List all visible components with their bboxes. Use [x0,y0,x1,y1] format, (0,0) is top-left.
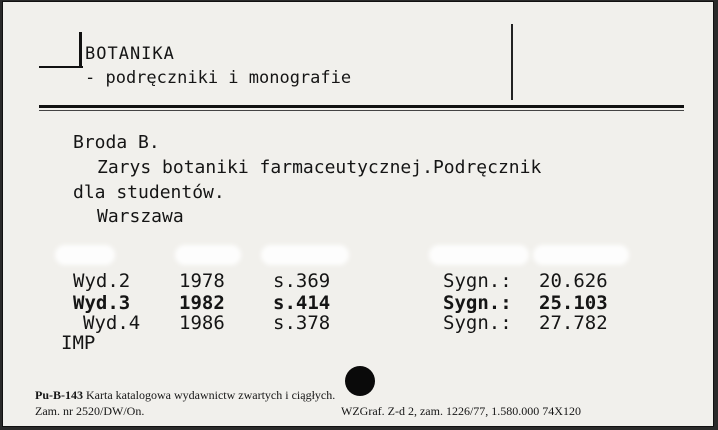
signature-label: Sygn.: [443,312,512,334]
signature-number: 27.782 [539,312,608,334]
signature-number: 25.103 [539,292,608,314]
header-underline [39,66,83,68]
correction-smudge [261,245,349,265]
header-rule [39,105,684,108]
signature-label: Sygn.: [443,292,512,314]
punch-hole [345,366,375,396]
footer-form-title: Karta katalogowa wydawnictw zwartych i ciągłych. [86,388,336,402]
note-imp: IMP [61,332,96,354]
footer-line-1 [35,388,335,403]
correction-smudge [175,245,241,265]
footer-form-code: Pu-B-143 [35,388,83,402]
publication-place: Warszawa [97,206,184,227]
header-left-bar [79,32,82,68]
title-line-1: Zarys botaniki farmaceutycznej.Podręcznik [97,157,542,178]
subject-heading: BOTANIKA [85,44,175,64]
edition-pages: s.378 [273,312,331,334]
signature-label: Sygn.: [443,270,512,292]
edition-pages: s.369 [273,270,331,292]
signature-number: 20.626 [539,270,608,292]
author: Broda B. [73,132,160,153]
correction-smudge [533,245,629,265]
header-right-bar [511,24,513,100]
footer-order-number: Zam. nr 2520/DW/On. [35,404,145,418]
edition-pages: s.414 [273,292,331,314]
edition-year: 1978 [179,270,225,292]
footer-printer-info: WZGraf. Z-d 2, zam. 1226/77, 1.580.000 74X120 [341,404,581,418]
header-rule-thin [39,110,684,111]
title-line-2: dla studentów. [73,182,225,203]
subject-subheading: - podręczniki i monografie [85,68,352,88]
correction-smudge [429,245,529,265]
edition-year: 1982 [179,292,225,314]
edition-year: 1986 [179,312,225,334]
edition-number: Wyd.2 [73,270,131,292]
correction-smudge [55,245,115,265]
catalog-card [2,1,714,427]
edition-number: Wyd.3 [73,292,131,314]
edition-number: Wyd.4 [83,312,141,334]
